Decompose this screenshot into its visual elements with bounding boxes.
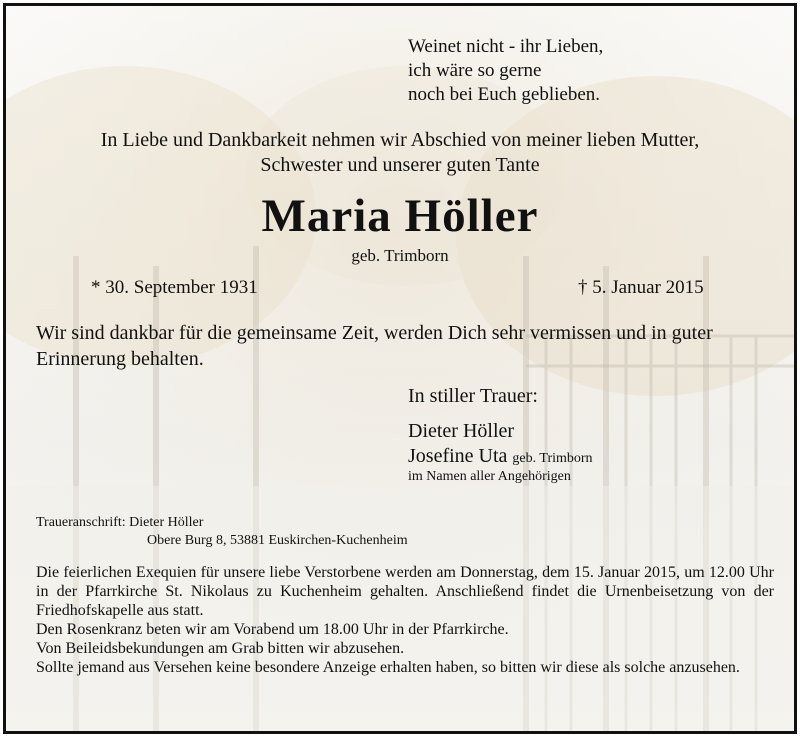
verse-line-3: noch bei Euch geblieben.: [408, 84, 601, 105]
death-date: † 5. Januar 2015: [578, 277, 704, 298]
details-paragraph-2: Den Rosenkranz beten wir am Vorabend um 18.00 Uhr in der Pfarrkirche.: [36, 621, 509, 638]
verse: [408, 35, 603, 107]
details-paragraph-3: Von Beileidsbekundungen am Grab bitten wir abzusehen.: [36, 640, 405, 657]
details-paragraph-1: Die feierlichen Exequien für unsere liebe Verstorbene werden am Donnerstag, dem 15. Januar 2015, um 12.00 Uhr in der Pfarrkirche St. Nikolaus zu Kuchenheim gehalten. Anschließend findet die Urnenbeisetzung von der Friedhofskapelle aus statt.: [36, 564, 774, 619]
intro-line-1: In Liebe und Dankbarkeit nehmen wir Abschied von meiner lieben Mutter,: [100, 129, 700, 151]
mourning-heading: In stiller Trauer:: [408, 385, 538, 407]
address-label: Traueranschrift: Dieter Höller: [36, 515, 204, 530]
service-details: [36, 563, 774, 677]
details-paragraph-4: Sollte jemand aus Versehen keine besondere Anzeige erhalten haben, so bitten wir diese als solche anzusehen.: [36, 659, 740, 676]
mourner-1-name: Dieter Höller: [408, 420, 515, 442]
family-note: im Namen aller Angehörigen: [408, 469, 571, 484]
mourner-2-note: geb. Trimborn: [512, 451, 593, 466]
mourner-2-name: Josefine Uta: [408, 445, 508, 467]
verse-line-2: ich wäre so gerne: [408, 60, 542, 81]
intro-line-2: Schwester und unserer guten Tante: [260, 154, 540, 176]
birth-date: * 30. September 1931: [91, 277, 258, 298]
birth-name: geb. Trimborn: [351, 246, 449, 265]
message-paragraph: Wir sind dankbar für die gemeinsame Zeit, werden Dich sehr vermissen und in guter Erinnerung behalten.: [36, 322, 713, 370]
deceased-name: Maria Höller: [261, 190, 539, 242]
verse-line-1: Weinet nicht - ihr Lieben,: [408, 36, 604, 57]
mourner-1: [408, 420, 514, 443]
mourner-2: [408, 445, 593, 468]
address-line: Obere Burg 8, 53881 Euskirchen-Kuchenheim: [147, 533, 408, 548]
obituary-notice: [3, 3, 797, 734]
